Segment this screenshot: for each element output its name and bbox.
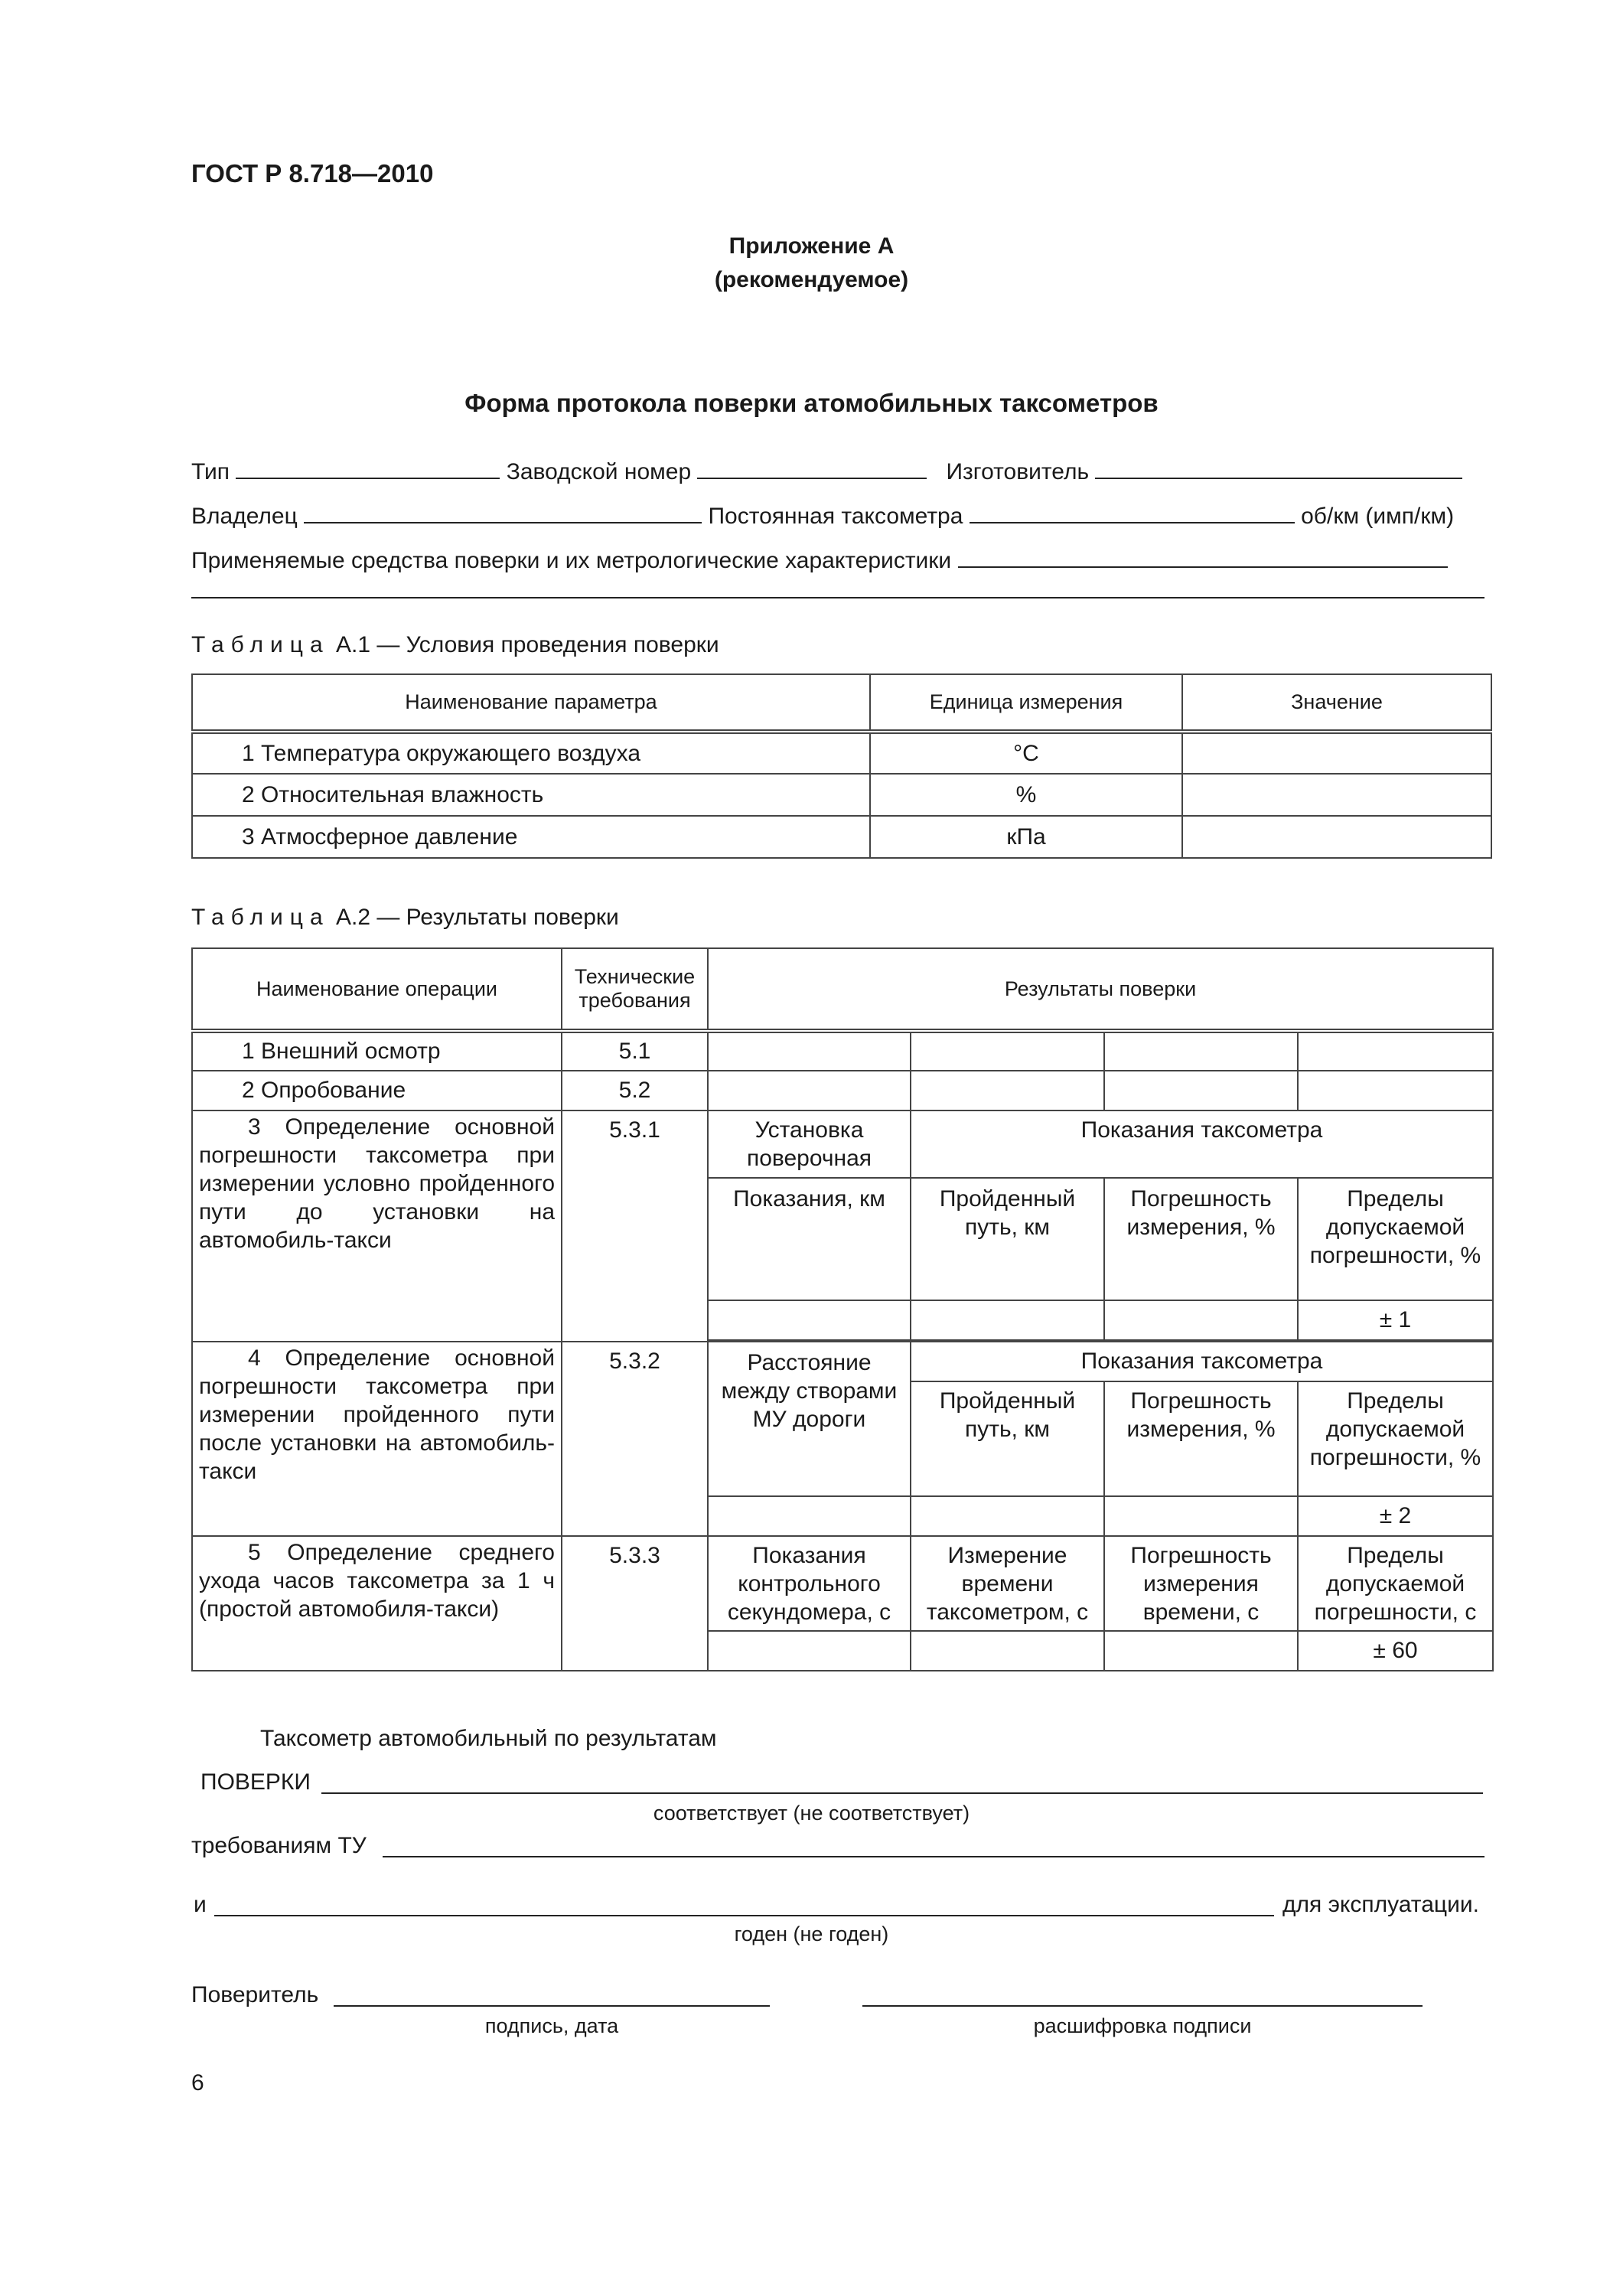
t2-result-cell[interactable] — [1104, 1071, 1298, 1110]
table1-caption — [191, 632, 719, 658]
t2-result-cell[interactable] — [1298, 1071, 1493, 1110]
t2-result-cell[interactable] — [708, 1496, 911, 1536]
table-row — [192, 1031, 1493, 1071]
t1-value-cell[interactable] — [1182, 816, 1491, 858]
t2-col-limits: Пределы допускаемой погрешности, % — [1298, 1381, 1493, 1496]
t1-header-name: Наименование параметра — [192, 674, 870, 732]
t2-readings-group: Показания таксометра — [911, 1342, 1493, 1381]
t2-result-cell[interactable] — [1104, 1631, 1298, 1671]
t2-result-cell[interactable] — [1104, 1300, 1298, 1340]
t2-result-cell[interactable] — [708, 1031, 911, 1071]
t2-operation: 2 Опробование — [192, 1071, 562, 1110]
t1-header-unit: Единица измерения — [870, 674, 1182, 732]
t2-requirement: 5.3.1 — [562, 1110, 708, 1342]
serial-blank[interactable] — [697, 456, 927, 479]
t2-requirement: 5.3.2 — [562, 1342, 708, 1536]
t2-limit-value: ± 60 — [1298, 1631, 1493, 1671]
t2-result-cell[interactable] — [708, 1631, 911, 1671]
t2-header-requirements: Технические требования — [562, 948, 708, 1031]
t2-limit-value: ± 1 — [1298, 1300, 1493, 1340]
t2-col-limits: Пределы допускаемой погрешности, с — [1298, 1536, 1493, 1631]
decode-hint: расшифровка подписи — [1033, 2014, 1252, 2037]
field-line-1 — [191, 456, 1462, 485]
t2-result-cell[interactable] — [911, 1071, 1104, 1110]
owner-blank[interactable] — [304, 501, 702, 523]
t2-result-cell[interactable] — [911, 1300, 1104, 1340]
t2-result-cell[interactable] — [1298, 1031, 1493, 1071]
t1-unit: % — [870, 774, 1182, 816]
t2-readings-group: Показания таксометра — [911, 1110, 1493, 1178]
maker-blank[interactable] — [1095, 456, 1462, 479]
signature-decode-blank[interactable] — [862, 2005, 1423, 2007]
requirements-blank[interactable] — [383, 1856, 1484, 1857]
table2-caption-word: Таблица — [191, 905, 330, 930]
t2-result-cell[interactable] — [911, 1631, 1104, 1671]
maker-label: Изготовитель — [946, 459, 1090, 484]
page-number: 6 — [191, 2070, 204, 2095]
t2-col-time-error: Погрешность измерения времени, с — [1104, 1536, 1298, 1631]
constant-unit: об/км (имп/км) — [1301, 504, 1455, 529]
requirements-label: требованиям ТУ — [191, 1833, 367, 1858]
means-blank[interactable] — [958, 545, 1448, 568]
table2-caption-text: А.2 — Результаты поверки — [335, 905, 619, 930]
t1-param: 1 Температура окружающего воздуха — [192, 732, 870, 774]
t1-unit: кПа — [870, 816, 1182, 858]
annex-title: Приложение А — [728, 233, 895, 259]
conformity-blank[interactable] — [321, 1792, 1483, 1794]
table-row — [192, 1071, 1493, 1110]
t2-result-cell[interactable] — [1104, 1031, 1298, 1071]
t1-header-value: Значение — [1182, 674, 1491, 732]
table-row — [192, 732, 1491, 774]
t1-param: 2 Относительная влажность — [192, 774, 870, 816]
table-row — [192, 774, 1491, 816]
t2-result-cell[interactable] — [911, 1031, 1104, 1071]
table2-caption — [191, 905, 619, 931]
t2-operation: 1 Внешний осмотр — [192, 1031, 562, 1071]
t2-col-readings-km: Показания, км — [708, 1178, 911, 1300]
t2-operation: 4 Определение основной погрешности таксометра при измерении пройденного пути после установки на автомобиль-такси — [192, 1342, 562, 1536]
means-blank-2[interactable] — [191, 597, 1484, 598]
type-label: Тип — [191, 459, 230, 484]
t2-setup-header: Установка поверочная — [708, 1110, 911, 1178]
t2-result-cell[interactable] — [708, 1300, 911, 1340]
t2-operation: 5 Определение среднего ухода часов таксометра за 1 ч (простой автомобиля-такси) — [192, 1536, 562, 1671]
verifier-label: Поверитель — [191, 1982, 319, 2007]
and-label: и — [194, 1892, 207, 1917]
t2-col-taximeter-time: Измерение времени таксометром, с — [911, 1536, 1104, 1631]
document-code: ГОСТ Р 8.718—2010 — [191, 159, 434, 188]
fitness-hint: годен (не годен) — [734, 1923, 889, 1945]
t2-operation: 3 Определение основной погрешности таксометра при измерении условно пройденного пути до установки на автомобиль-такси — [192, 1110, 562, 1342]
signature-blank[interactable] — [334, 2005, 770, 2007]
t2-distance-header: Расстояние между створами МУ дороги — [708, 1342, 911, 1496]
conclusion-intro: Таксометр автомобильный по результатам — [260, 1726, 717, 1751]
t2-result-cell[interactable] — [708, 1071, 911, 1110]
t2-col-distance: Пройденный путь, км — [911, 1178, 1104, 1300]
t2-requirement: 5.2 — [562, 1071, 708, 1110]
form-title: Форма протокола поверки атомобильных таксометров — [464, 389, 1159, 417]
table-row — [192, 816, 1491, 858]
t2-col-error: Погрешность измерения, % — [1104, 1381, 1298, 1496]
t2-col-stopwatch: Показания контрольного секундомера, с — [708, 1536, 911, 1631]
t2-result-cell[interactable] — [1104, 1496, 1298, 1536]
table-results — [191, 947, 1494, 1671]
check-label: ПОВЕРКИ — [200, 1769, 311, 1795]
serial-label: Заводской номер — [506, 459, 692, 484]
t2-header-results: Результаты поверки — [708, 948, 1493, 1031]
sign-hint: подпись, дата — [484, 2014, 619, 2037]
table1-caption-text: А.1 — Условия проведения поверки — [335, 632, 719, 657]
for-use-label: для эксплуатации. — [1282, 1892, 1479, 1917]
t2-requirement: 5.1 — [562, 1031, 708, 1071]
table-conditions — [191, 673, 1492, 859]
field-line-2 — [191, 501, 1454, 530]
t1-value-cell[interactable] — [1182, 774, 1491, 816]
constant-blank[interactable] — [970, 501, 1295, 523]
t2-col-distance: Пройденный путь, км — [911, 1381, 1104, 1496]
type-blank[interactable] — [236, 456, 500, 479]
t2-col-error: Погрешность измерения, % — [1104, 1178, 1298, 1300]
t1-unit: °С — [870, 732, 1182, 774]
fitness-blank[interactable] — [214, 1915, 1274, 1916]
annex-status: (рекомендуемое) — [714, 267, 909, 292]
t1-value-cell[interactable] — [1182, 732, 1491, 774]
t1-param: 3 Атмосферное давление — [192, 816, 870, 858]
field-line-3 — [191, 545, 1448, 574]
owner-label: Владелец — [191, 504, 298, 529]
annex-heading — [0, 230, 1623, 297]
constant-label: Постоянная таксометра — [708, 504, 963, 529]
t2-result-cell[interactable] — [911, 1496, 1104, 1536]
conformity-hint: соответствует (не соответствует) — [653, 1802, 970, 1825]
t2-limit-value: ± 2 — [1298, 1496, 1493, 1536]
table1-caption-word: Таблица — [191, 632, 330, 657]
t2-col-limits: Пределы допускаемой погрешности, % — [1298, 1178, 1493, 1300]
t2-requirement: 5.3.3 — [562, 1536, 708, 1671]
means-label: Применяемые средства поверки и их метрологические характеристики — [191, 548, 952, 573]
t2-header-operation: Наименование операции — [192, 948, 562, 1031]
